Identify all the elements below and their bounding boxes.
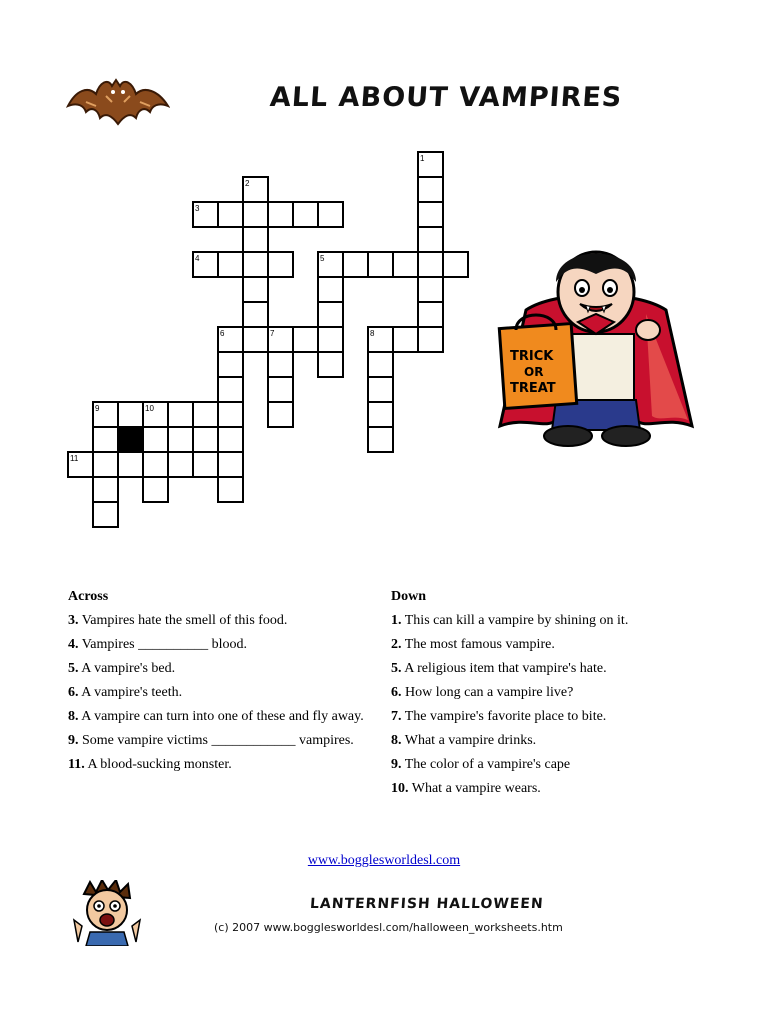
crossword-cell[interactable] (143, 427, 168, 452)
scared-boy-illustration (70, 880, 144, 946)
copyright-text: (c) 2007 www.bogglesworldesl.com/halloween_worksheets.htm (214, 921, 563, 934)
crossword-cell[interactable] (418, 177, 443, 202)
crossword-cell[interactable] (218, 427, 243, 452)
crossword-cell[interactable] (418, 202, 443, 227)
clue-across: 8. A vampire can turn into one of these and fly away. (68, 709, 364, 724)
crossword-cell[interactable] (418, 302, 443, 327)
crossword-cell[interactable] (168, 452, 193, 477)
crossword-cell[interactable] (243, 202, 268, 227)
crossword-cell[interactable] (418, 277, 443, 302)
crossword-cell[interactable] (243, 252, 268, 277)
crossword-cell[interactable] (268, 202, 293, 227)
clue-down: 7. The vampire's favorite place to bite. (391, 709, 607, 724)
crossword-clue-number: 3 (195, 204, 200, 213)
crossword-cell[interactable] (418, 227, 443, 252)
crossword-cell[interactable] (368, 352, 393, 377)
crossword-cell[interactable] (368, 402, 393, 427)
bag-text-line1: TRICK (510, 349, 554, 364)
clue-down: 10. What a vampire wears. (391, 781, 541, 796)
clue-across: 11. A blood-sucking monster. (68, 757, 232, 772)
bag-text-line2: OR (524, 365, 544, 379)
crossword-cell[interactable] (218, 202, 243, 227)
crossword-cell[interactable] (318, 352, 343, 377)
clue-down: 1. This can kill a vampire by shining on it. (391, 613, 629, 628)
crossword-clue-number: 11 (70, 454, 79, 463)
crossword-cell[interactable] (293, 327, 318, 352)
crossword-cell[interactable] (93, 477, 118, 502)
crossword-cell[interactable] (368, 427, 393, 452)
crossword-cell[interactable] (418, 252, 443, 277)
crossword-cell[interactable] (318, 202, 343, 227)
clue-down: 8. What a vampire drinks. (391, 733, 537, 748)
crossword-cell[interactable] (118, 452, 143, 477)
bag-text-line3: TREAT (510, 381, 556, 396)
crossword-clue-number: 5 (320, 254, 325, 263)
crossword-cell[interactable] (193, 452, 218, 477)
crossword-clue-number: 8 (370, 329, 375, 338)
crossword-cell[interactable] (93, 427, 118, 452)
crossword-cell[interactable] (193, 427, 218, 452)
crossword-cell[interactable] (218, 477, 243, 502)
crossword-black-cell (118, 427, 143, 452)
clue-across: 3. Vampires hate the smell of this food. (68, 613, 288, 628)
crossword-cell[interactable] (293, 202, 318, 227)
crossword-cell[interactable] (443, 252, 468, 277)
crossword-cell[interactable] (268, 252, 293, 277)
page-title: ALL ABOUT VAMPIRES (268, 82, 624, 113)
crossword-clue-number: 10 (145, 404, 154, 413)
crossword-cell[interactable] (168, 402, 193, 427)
vampire-illustration (496, 230, 696, 452)
crossword-cell[interactable] (218, 352, 243, 377)
crossword-cell[interactable] (268, 352, 293, 377)
clue-across: 5. A vampire's bed. (68, 661, 176, 676)
crossword-cell[interactable] (243, 227, 268, 252)
crossword-cell[interactable] (243, 277, 268, 302)
crossword-cell[interactable] (318, 277, 343, 302)
crossword-cell[interactable] (418, 327, 443, 352)
crossword-cell[interactable] (218, 402, 243, 427)
crossword-clue-number: 4 (195, 254, 200, 263)
crossword-clue-number: 2 (245, 179, 250, 188)
crossword-cell[interactable] (393, 252, 418, 277)
across-clues (68, 585, 378, 777)
crossword-cell[interactable] (193, 402, 218, 427)
crossword-cell[interactable] (168, 427, 193, 452)
crossword-cell[interactable] (93, 452, 118, 477)
crossword-clue-number: 6 (220, 329, 225, 338)
clue-across: 4. Vampires __________ blood. (68, 637, 248, 652)
crossword-cell[interactable] (243, 327, 268, 352)
crossword-cell[interactable] (218, 377, 243, 402)
crossword-cell[interactable] (318, 327, 343, 352)
clue-down: 9. The color of a vampire's cape (391, 757, 571, 772)
website-link-row (0, 853, 768, 869)
crossword-cell[interactable] (268, 377, 293, 402)
across-heading: Across (68, 589, 109, 604)
crossword-cell[interactable] (243, 302, 268, 327)
clue-down: 2. The most famous vampire. (391, 637, 555, 652)
website-link[interactable]: www.bogglesworldesl.com (307, 853, 461, 868)
crossword-cell[interactable] (143, 452, 168, 477)
down-heading: Down (391, 589, 427, 604)
clue-down: 5. A religious item that vampire's hate. (391, 661, 607, 676)
crossword-clue-number: 9 (95, 404, 100, 413)
crossword-cell[interactable] (368, 377, 393, 402)
crossword-cell[interactable] (218, 452, 243, 477)
crossword-cell[interactable] (368, 252, 393, 277)
clue-down: 6. How long can a vampire live? (391, 685, 574, 700)
crossword-clue-number: 1 (420, 154, 425, 163)
crossword-cell[interactable] (318, 302, 343, 327)
crossword-cell[interactable] (393, 327, 418, 352)
crossword-clue-number: 7 (270, 329, 275, 338)
crossword-cell[interactable] (93, 502, 118, 527)
crossword-cell[interactable] (268, 402, 293, 427)
down-clues (391, 585, 721, 801)
clue-across: 9. Some vampire victims ____________ vampires. (68, 733, 354, 748)
crossword-cell[interactable] (143, 477, 168, 502)
crossword-cell[interactable] (218, 252, 243, 277)
crossword-cell[interactable] (118, 402, 143, 427)
clue-across: 6. A vampire's teeth. (68, 685, 183, 700)
brand-name: LANTERNFISH HALLOWEEN (309, 896, 545, 912)
crossword-cell[interactable] (343, 252, 368, 277)
